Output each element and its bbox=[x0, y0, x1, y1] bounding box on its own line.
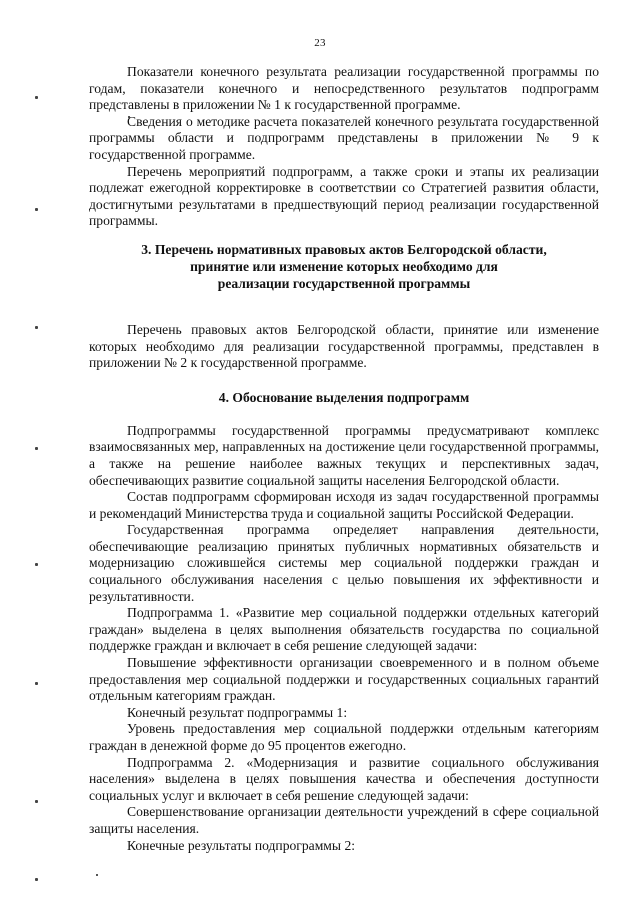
section-3-heading-line-3: реализации государственной программы bbox=[217, 275, 471, 291]
section-3-paragraph-1: Перечень правовых актов Белгородской области, принятие или изменение которых необходимо для реализации государственной программы, представлен в приложении № 2 к государственной программе. bbox=[89, 321, 599, 371]
section-3-heading bbox=[89, 241, 599, 292]
section-3-heading-line-2: принятие или изменение которых необходимо для bbox=[190, 258, 498, 274]
paragraph-intro-3: Перечень мероприятий подпрограмм, а также сроки и этапы их реализации подлежат ежегодной корректировке в соответствии со Стратегией развития области, достигнутыми результатами в предшествующий период реализации государственной программы. bbox=[89, 163, 599, 229]
section-4-paragraph-1: Подпрограммы государственной программы предусматривают комплекс взаимосвязанных мер, направленных на достижение цели государственной программы, а также на решение наиболее важных текущих и перспективных задач, обеспечивающих развитие социальной защиты населения Белгородской области. bbox=[89, 422, 599, 488]
section-4-paragraph-7: Уровень предоставления мер социальной поддержки отдельным категориям граждан в денежной форме до 95 процентов ежегодно. bbox=[89, 721, 599, 753]
section-4-heading: 4. Обоснование выделения подпрограмм bbox=[218, 389, 470, 405]
scan-margin-mark bbox=[35, 208, 38, 211]
section-4-paragraph-3: Государственная программа определяет направления деятельности, обеспечивающие реализацию принятых публичных нормативных обязательств и модернизацию сложившейся системы мер социальной поддержки граждан и социального обслуживания населения с целью повышения их эффективности и результативности. bbox=[89, 522, 599, 604]
section-4-paragraph-4: Подпрограмма 1. «Развитие мер социальной поддержки отдельных категорий граждан» выделена в целях выполнения обязательств государства по социальной поддержке граждан и включает в себя решение следующей задачи: bbox=[89, 605, 599, 654]
scan-margin-mark bbox=[35, 96, 38, 99]
scan-margin-mark bbox=[35, 447, 38, 450]
document-body bbox=[89, 64, 599, 854]
scan-margin-mark bbox=[35, 800, 38, 803]
scan-margin-mark bbox=[35, 682, 38, 685]
paragraph-intro-2: Сведения о методике расчета показателей конечного результата государственной программы области и подпрограмм представлены в приложении № 9 к государственной программе. bbox=[89, 113, 599, 162]
paragraph-intro-1: Показатели конечного результата реализации государственной программы по годам, показатели конечного и непосредственного результатов подпрограмм представлены в приложении № 1 к государственной программе. bbox=[89, 64, 599, 113]
section-4-paragraph-2: Состав подпрограмм сформирован исходя из задач государственной программы и рекомендаций Министерства труда и социальной защиты Российской Федерации. bbox=[89, 489, 599, 521]
scan-margin-mark bbox=[35, 563, 38, 566]
scan-margin-mark bbox=[35, 326, 38, 329]
section-4-paragraph-10: Конечные результаты подпрограммы 2: bbox=[127, 837, 356, 853]
section-4-paragraph-5: Повышение эффективности организации своевременного и в полном объеме предоставления мер социальной поддержки и государственных социальных гарантий отдельным категориям граждан. bbox=[89, 655, 599, 704]
scan-margin-mark bbox=[35, 878, 38, 881]
page-number: 23 bbox=[314, 37, 326, 49]
scan-speck bbox=[96, 874, 98, 876]
section-3-heading-line-1: 3. Перечень нормативных правовых актов Белгородской области, bbox=[141, 241, 547, 257]
section-4-paragraph-6: Конечный результат подпрограммы 1: bbox=[127, 704, 348, 720]
section-4-paragraph-9: Совершенствование организации деятельности учреждений в сфере социальной защиты населения. bbox=[89, 804, 599, 836]
section-4-paragraph-8: Подпрограмма 2. «Модернизация и развитие социального обслуживания населения» выделена в целях повышения качества и обеспечения доступности социальных услуг и включает в себя решение следующей задачи: bbox=[89, 754, 599, 803]
